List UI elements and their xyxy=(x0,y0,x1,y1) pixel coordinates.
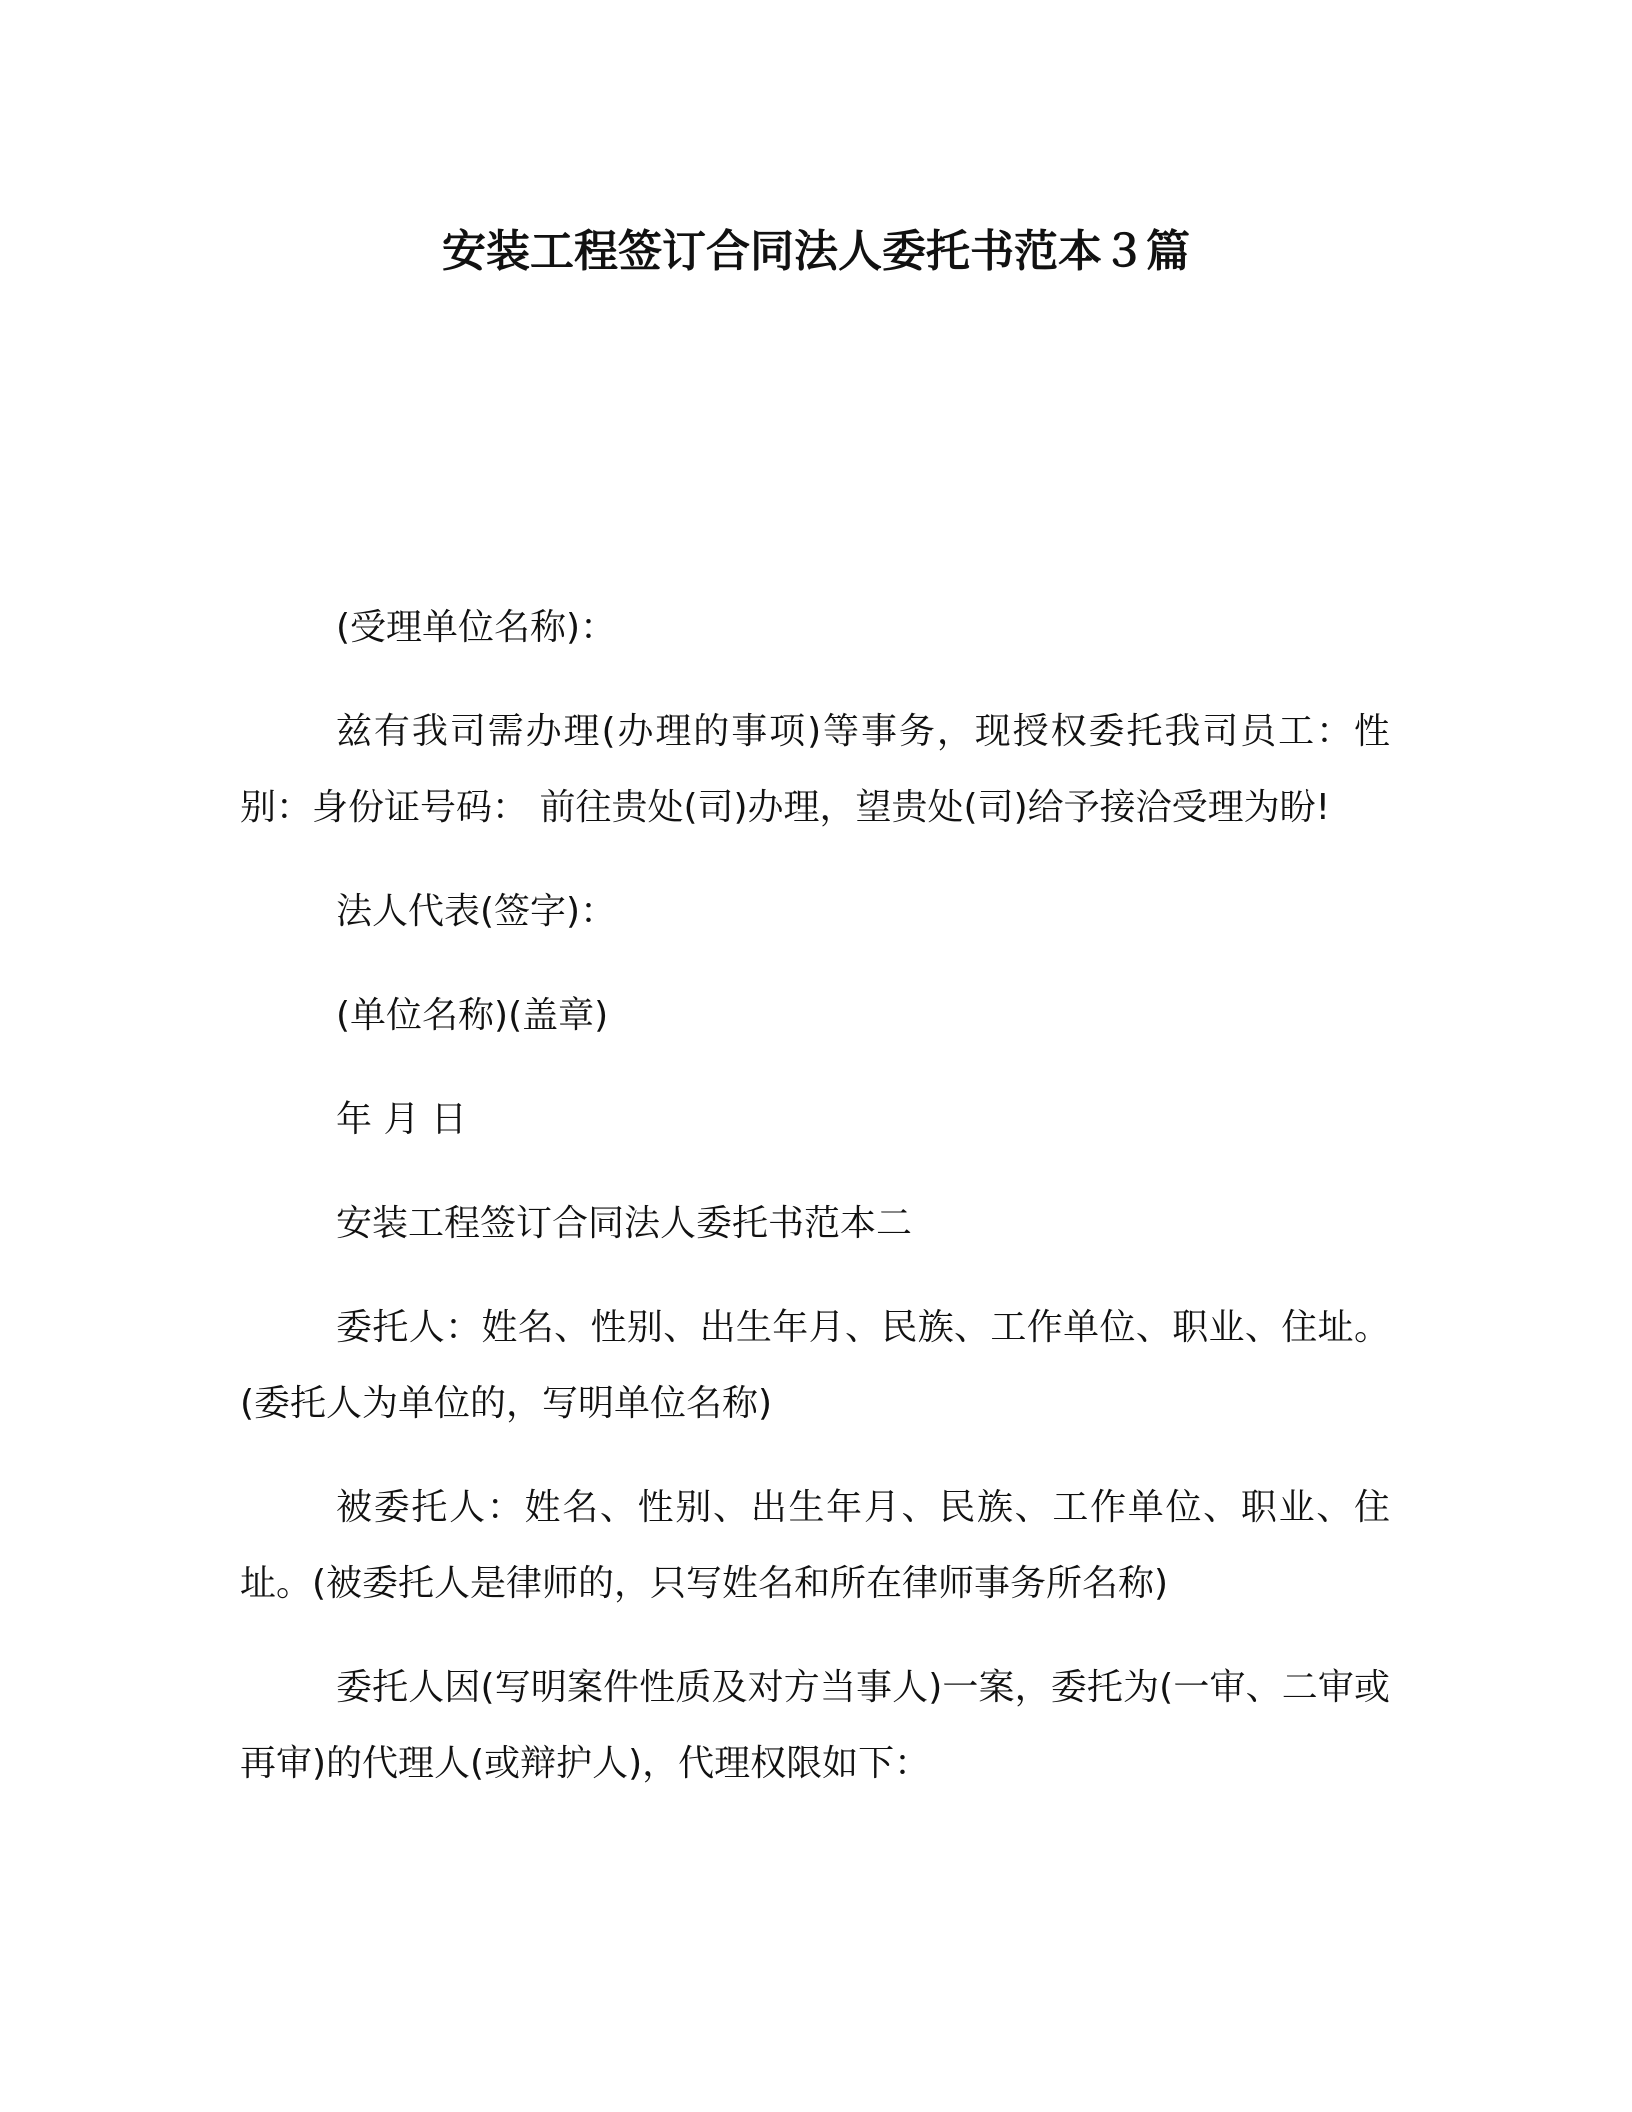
paragraph-recipient: (受理单位名称)： xyxy=(336,607,617,648)
paragraph-authorization: 兹有我司需办理(办理的事项)等事务，现授权委托我司员工：性别：身份证号码： 前往贵处(司)办理，望贵处(司)给予接洽受理为盼! xyxy=(240,711,1390,828)
paragraph-company-seal: (单位名称)(盖章) xyxy=(336,995,609,1036)
document-title: 安装工程签订合同法人委托书范本３篇 xyxy=(442,226,1190,277)
document-body xyxy=(240,590,1390,1830)
paragraph-agent: 被委托人：姓名、性别、出生年月、民族、工作单位、职业、住址。(被委托人是律师的，只写姓名和所在律师事务所名称) xyxy=(240,1487,1390,1604)
section-heading-template-two: 安装工程签订合同法人委托书范本二 xyxy=(336,1203,913,1244)
paragraph-principal: 委托人：姓名、性别、出生年月、民族、工作单位、职业、住址。(委托人为单位的，写明单位名称) xyxy=(240,1307,1390,1424)
paragraph-case-scope: 委托人因(写明案件性质及对方当事人)一案，委托为(一审、二审或再审)的代理人(或辩护人)，代理权限如下： xyxy=(240,1667,1390,1784)
paragraph-date: 年 月 日 xyxy=(336,1099,467,1140)
paragraph-legal-rep-signature: 法人代表(签字)： xyxy=(336,891,617,932)
